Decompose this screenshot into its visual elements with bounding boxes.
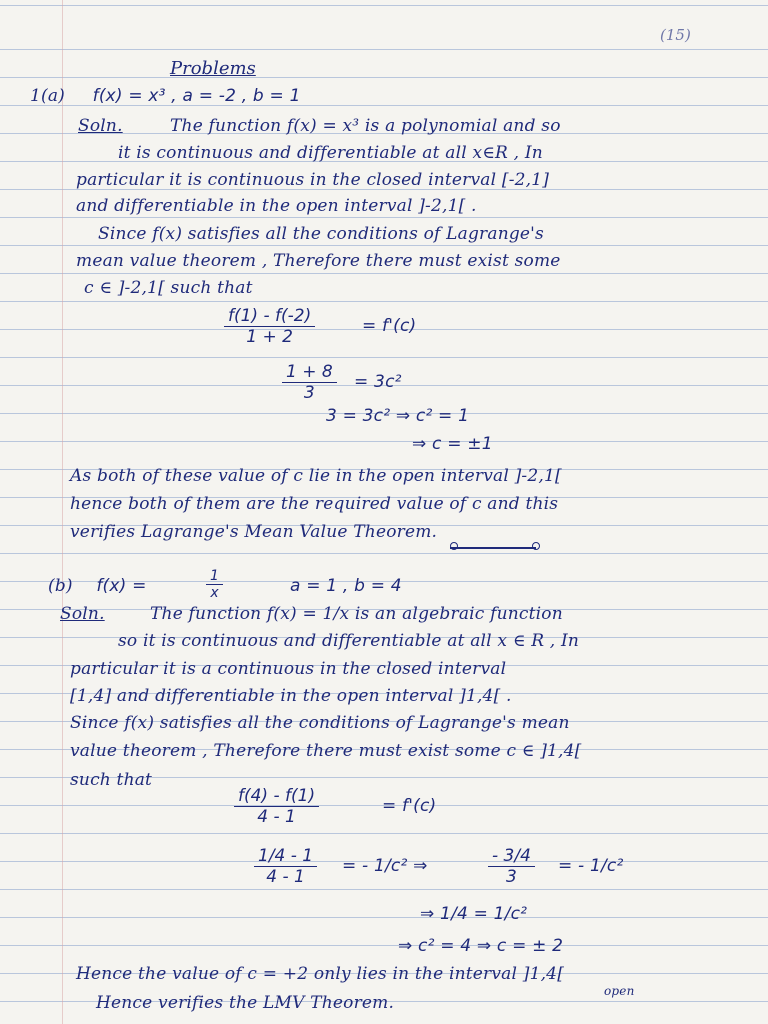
part-a-eq1-rhs: = f'(c) [362, 316, 417, 336]
part-a-conclusion-1: As both of these value of c lie in the open interval ]-2,1[ [70, 466, 562, 486]
part-a-line-2: it is continuous and differentiable at all x∈R , In [118, 143, 543, 163]
part-b-line-7: such that [70, 770, 153, 790]
part-b-eq2-denominator: 4 - 1 [266, 867, 305, 887]
part-b-eq1-numerator: f(4) - f(1) [234, 786, 319, 807]
part-a-eq1-fraction [224, 306, 315, 347]
part-b-statement-denominator: x [210, 585, 219, 601]
part-b-line-1: The function f(x) = 1/x is an algebraic function [150, 604, 563, 624]
part-b-soln-label: Soln. [60, 604, 105, 624]
part-b-line-3: particular it is a continuous in the closed interval [70, 659, 507, 679]
part-a-line-5: Since f(x) satisfies all the conditions of Lagrange's [98, 224, 544, 244]
part-a-eq2-denominator: 3 [303, 383, 315, 403]
part-a-heading [30, 86, 301, 106]
part-a-eq3: 3 = 3c² ⇒ c² = 1 [326, 406, 470, 426]
part-b-eq2-mid: = - 1/c² ⇒ [342, 856, 428, 876]
part-b-line-5: Since f(x) satisfies all the conditions of Lagrange's mean [70, 713, 570, 733]
page-title: Problems [170, 58, 256, 79]
part-b-statement-fraction [206, 568, 223, 601]
part-b-line-6: value theorem , Therefore there must exist some c ∈ ]1,4[ [70, 741, 582, 761]
part-b-statement-numerator: 1 [206, 568, 223, 585]
part-a-eq1-denominator: 1 + 2 [246, 327, 293, 347]
end-mark-right-circle [532, 542, 540, 550]
part-a-conclusion-3: verifies Lagrange's Mean Value Theorem. [70, 522, 438, 542]
part-b-line-2: so it is continuous and differentiable at all x ∈ R , In [118, 631, 580, 651]
part-b-statement-rest: a = 1 , b = 4 [290, 576, 402, 596]
part-b-open-note: open [604, 984, 635, 998]
part-a-line-1: The function f(x) = x³ is a polynomial and so [170, 116, 561, 136]
part-b-eq1-rhs: = f'(c) [382, 796, 437, 816]
part-b-eq2b-rhs: = - 1/c² [558, 856, 624, 876]
part-b-line-4: [1,4] and differentiable in the open interval ]1,4[ . [70, 686, 512, 706]
part-b-eq2-numerator: 1/4 - 1 [254, 846, 317, 867]
part-a-line-4: and differentiable in the open interval ]-2,1[ . [76, 196, 477, 216]
part-b-statement-lhs: f(x) = [96, 576, 147, 596]
part-a-eq2-rhs: = 3c² [354, 372, 402, 392]
part-a-eq2-numerator: 1 + 8 [282, 362, 337, 383]
part-b-eq2b-denominator: 3 [506, 867, 517, 887]
end-mark-bar [450, 547, 536, 549]
part-a-conclusion-2: hence both of them are the required value of c and this [70, 494, 559, 514]
part-a-label: 1(a) [30, 86, 66, 106]
part-b-eq1-denominator: 4 - 1 [257, 807, 296, 827]
part-b-heading [48, 576, 147, 596]
part-a-eq4: ⇒ c = ±1 [412, 434, 493, 454]
part-a-line-6: mean value theorem , Therefore there must exist some [76, 251, 561, 271]
end-mark-left-circle [450, 542, 458, 550]
part-a-soln-label: Soln. [78, 116, 123, 136]
part-b-eq4: ⇒ c² = 4 ⇒ c = ± 2 [398, 936, 564, 956]
part-b-eq2b-numerator: - 3/4 [488, 846, 535, 867]
part-b-eq2-fraction [254, 846, 317, 887]
part-a-eq1-numerator: f(1) - f(-2) [224, 306, 315, 327]
margin-line [62, 0, 63, 1024]
part-b-conclusion-2: Hence verifies the LMV Theorem. [96, 993, 395, 1013]
part-b-eq3: ⇒ 1/4 = 1/c² [420, 904, 528, 924]
part-b-conclusion-1: Hence the value of c = +2 only lies in the interval ]1,4[ [76, 964, 565, 984]
part-a-line-3: particular it is continuous in the closed interval [-2,1] [76, 170, 550, 190]
part-a-statement: f(x) = x³ , a = -2 , b = 1 [92, 86, 301, 106]
end-of-part-mark [450, 540, 540, 554]
part-b-eq2b-fraction [488, 846, 535, 887]
part-b-eq1-fraction [234, 786, 319, 827]
page-number: (15) [660, 26, 691, 44]
part-b-label: (b) [48, 576, 73, 596]
part-a-eq2-fraction [282, 362, 337, 403]
part-a-line-7: c ∈ ]-2,1[ such that [84, 278, 253, 298]
